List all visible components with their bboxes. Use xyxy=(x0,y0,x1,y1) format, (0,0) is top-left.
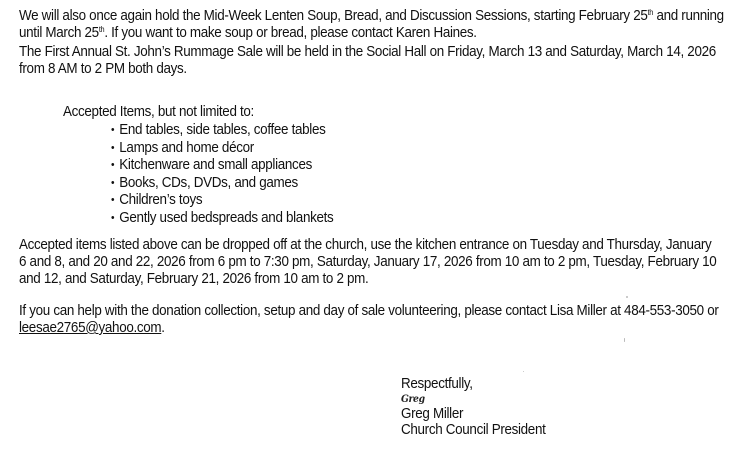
rummage-line-1: The First Annual St. John’s Rummage Sale will be held in the Social Hall on Friday, March 13 and Saturday, March 14, 2026 xyxy=(19,44,716,60)
lenten-sessions-paragraph xyxy=(19,8,724,42)
dropoff-paragraph xyxy=(19,237,717,288)
signer-title: Church Council President xyxy=(401,422,546,438)
dropoff-line-3: and 12, and Saturday, February 21, 2026 from 10 am to 2 pm. xyxy=(19,271,369,287)
volunteer-paragraph xyxy=(19,303,719,337)
dropoff-line-1: Accepted items listed above can be dropped off at the church, use the kitchen entrance on Tuesday and Thursday, January xyxy=(19,237,712,253)
list-item: • Books, CDs, DVDs, and games xyxy=(111,175,333,193)
signature: Greg xyxy=(401,394,425,405)
rummage-sale-paragraph xyxy=(19,44,716,78)
list-item: • Children’s toys xyxy=(111,192,333,210)
email-link[interactable]: leesae2765@yahoo.com xyxy=(19,320,162,336)
rummage-line-2: from 8 AM to 2 PM both days. xyxy=(19,61,187,77)
list-item: • End tables, side tables, coffee tables xyxy=(111,122,333,140)
list-item: • Lamps and home décor xyxy=(111,140,333,158)
scan-speck xyxy=(523,371,524,372)
list-item: • Gently used bedspreads and blankets xyxy=(111,210,333,228)
salutation: Respectfully, xyxy=(401,376,473,392)
scan-speck xyxy=(626,296,628,298)
closing-block xyxy=(401,376,546,438)
accepted-items-list xyxy=(111,122,333,228)
list-item: • Kitchenware and small appliances xyxy=(111,157,333,175)
scan-speck xyxy=(624,338,625,342)
volunteer-line-1: If you can help with the donation collection, setup and day of sale volunteering, please contact Lisa Miller at 484-553-3050 or xyxy=(19,303,719,319)
dropoff-line-2: 6 and 8, and 20 and 22, 2026 from 6 pm to 7:30 pm, Saturday, January 17, 2026 from 10 am to 2 pm, Tuesday, February 10 xyxy=(19,254,717,270)
signer-name: Greg Miller xyxy=(401,406,464,422)
lenten-line-2: until March 25th. If you want to make soup or bread, please contact Karen Haines. xyxy=(19,25,477,41)
lenten-line-1: We will also once again hold the Mid-Week Lenten Soup, Bread, and Discussion Sessions, starting February 25th and running xyxy=(19,8,724,24)
accepted-items-heading: Accepted Items, but not limited to: xyxy=(63,104,254,120)
volunteer-line-2: leesae2765@yahoo.com. xyxy=(19,320,165,336)
